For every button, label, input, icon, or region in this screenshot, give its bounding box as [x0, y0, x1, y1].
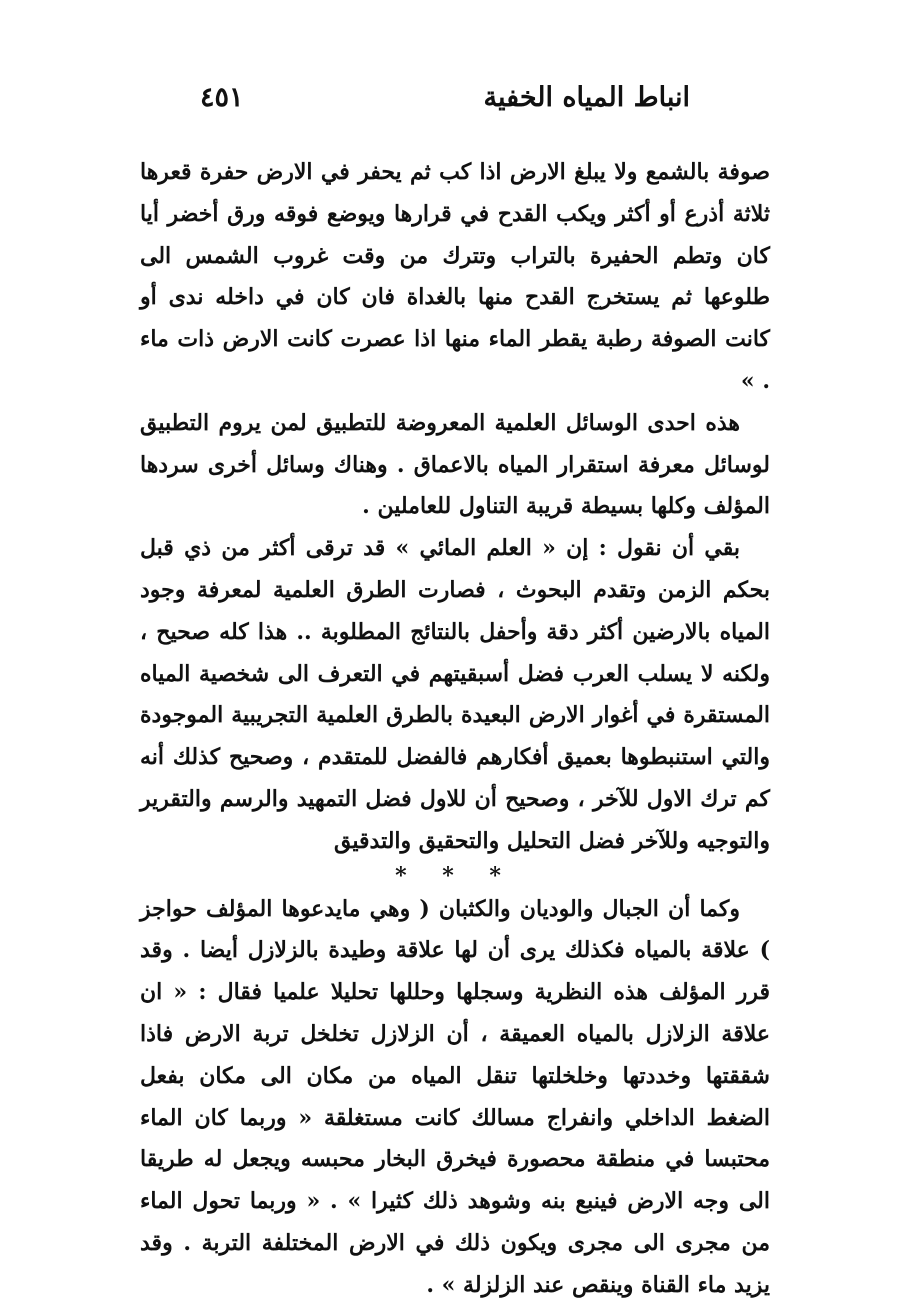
page-number: ٤٥١: [200, 82, 244, 113]
running-title: انباط المياه الخفية: [483, 82, 690, 113]
paragraph: هذه احدى الوسائل العلمية المعروضة للتطبيق لمن يروم التطبيق لوسائل معرفة استقرار المياه بالاعماق . وهناك وسائل أخرى سردها المؤلف وكلها بسيطة قريبة التناول للعاملين .: [140, 409, 770, 520]
paragraph: صوفة بالشمع ولا يبلغ الارض اذا كب ثم يحفر في الارض حفرة قعرها ثلاثة أذرع أو أكثر ويكب القدح في قرارها ويوضع فوقه ورق أخضر أيا كان وتطم الحفيرة بالتراب وتترك من وقت غروب الشمس الى طلوعها ثم يستخرج القدح منها بالغداة فان كان في داخله ندى أو كانت الصوفة رطبة يقطر الماء منها اذا عصرت كانت الارض ذات ماء . »: [140, 159, 770, 394]
paragraph: وكما أن الجبال والوديان والكثبان ( وهي مايدعوها المؤلف حواجز ) علاقة بالمياه فكذلك يرى أن لها علاقة وطيدة بالزلازل أيضا . وقد قرر المؤلف هذه النظرية وسجلها وحللها تحليلا علميا فقال : « ان علاقة الزلازل بالمياه العميقة ، أن الزلازل تخلخل تربة الارض فاذا شققتها وخددتها وخلخلتها تنقل المياه من مكان الى مكان بفعل الضغط الداخلي وانفراج مسالك كانت مستغلقة « وربما كان الماء محتبسا في منطقة محصورة فيخرق البخار محبسه ويجعل له طريقا الى وجه الارض فينبع بنه وشوهد ذلك كثيرا » . « وربما تحول الماء من مجرى الى مجرى ويكون ذلك في الارض المختلفة التربة . وقد يزيد ماء القناة وينقص عند الزلزلة » .: [140, 895, 770, 1298]
page-header: [200, 82, 690, 126]
paragraph: بقي أن نقول : إن « العلم المائي » قد ترقى أكثر من ذي قبل بحكم الزمن وتقدم البحوث ، فصارت الطرق العلمية لمعرفة وجود المياه بالارضين أكثر دقة وأحفل بالنتائج المطلوبة .. هذا كله صحيح ، ولكنه لا يسلب العرب فضل أسبقيتهم في التعرف الى شخصية المياه المستقرة في أغوار الارض البعيدة بالطرق العلمية التجريبية الموجودة والتي استنبطوها بعميق أفكارهم فالفضل للمتقدم ، وصحيح كذلك أنه كم ترك الاول للآخر ، وصحيح أن للاول فضل التمهيد والرسم والتقرير والتوجيه وللآخر فضل التحليل والتحقيق والتدقيق: [140, 535, 770, 854]
body-text: [140, 152, 770, 1307]
section-separator: * * *: [395, 862, 515, 889]
